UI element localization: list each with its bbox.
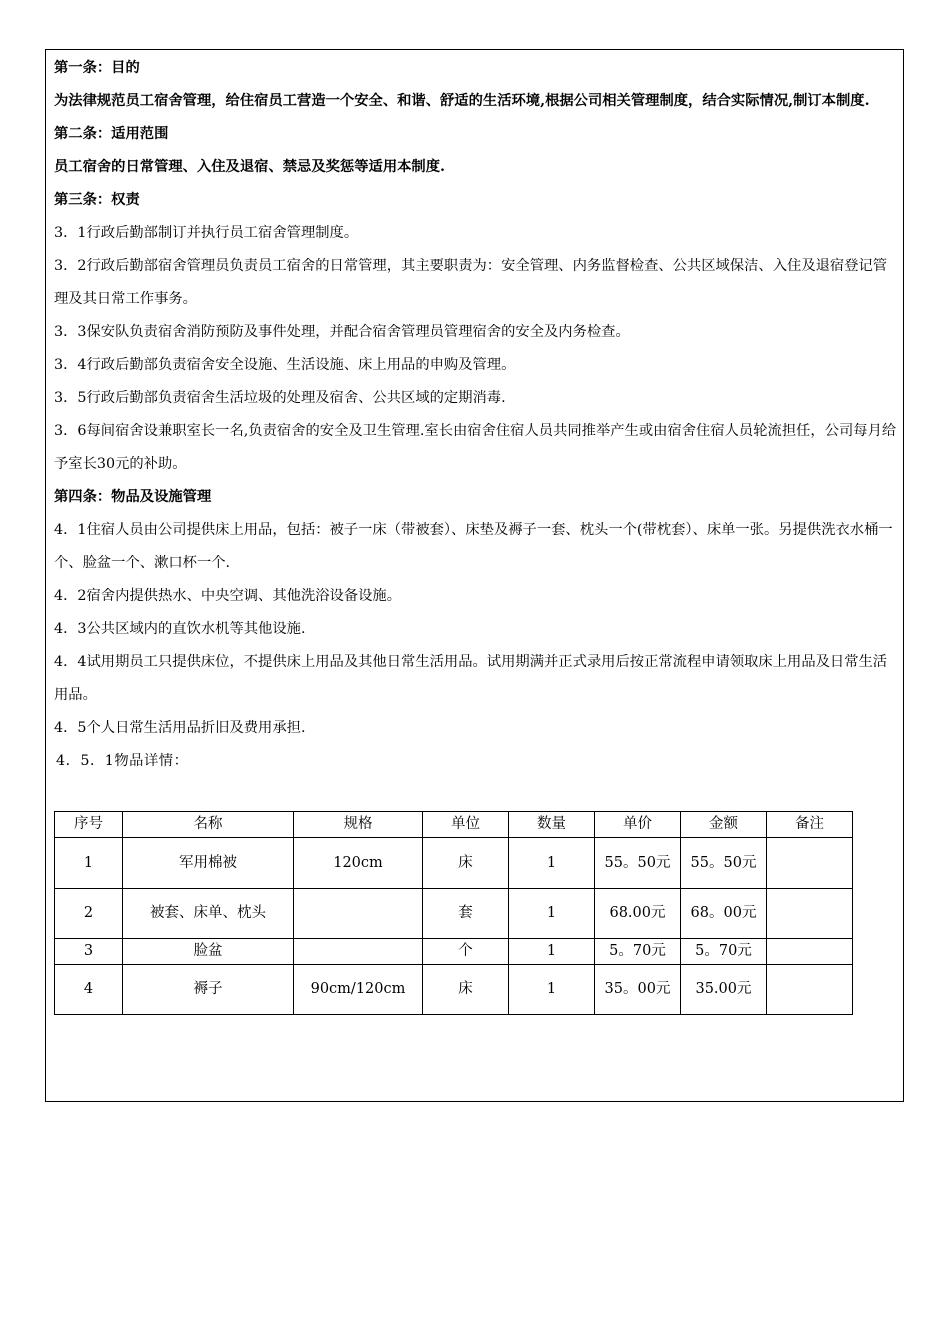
clause-3-6: 3．6每间宿舍设兼职室长一名,负责宿舍的安全及卫生管理.室长由宿舍住宿人员共同推举产生或由宿舍住宿人员轮流担任，公司每月给予室长30元的补助。	[54, 423, 897, 472]
cell-remarks	[767, 889, 853, 939]
header-spec: 规格	[294, 812, 423, 838]
cell-name: 脸盆	[123, 939, 294, 965]
table-row	[55, 889, 853, 939]
header-unit-price: 单价	[595, 812, 681, 838]
cell-amount: 35.00元	[681, 965, 767, 1015]
regulation-body	[54, 52, 900, 778]
header-remarks: 备注	[767, 812, 853, 838]
cell-spec: 90cm/120cm	[294, 965, 423, 1015]
clause-3-4: 3．4行政后勤部负责宿舍安全设施、生活设施、床上用品的申购及管理。	[54, 357, 516, 373]
cell-unit-price: 35。00元	[595, 965, 681, 1015]
table-row	[55, 838, 853, 889]
article-3-heading: 第三条：权责	[54, 192, 140, 208]
clause-4-4: 4．4试用期员工只提供床位，不提供床上用品及其他日常生活用品。试用期满并正式录用后按正常流程申请领取床上用品及日常生活用品。	[54, 654, 888, 703]
article-1-text: 为法律规范员工宿舍管理，给住宿员工营造一个安全、和谐、舒适的生活环境,根据公司相关管理制度，结合实际情况,制订本制度.	[54, 93, 870, 109]
article-2-heading: 第二条：适用范围	[54, 126, 169, 142]
cell-unit: 个	[423, 939, 509, 965]
cell-no: 2	[55, 889, 123, 939]
cell-remarks	[767, 838, 853, 889]
cell-remarks	[767, 965, 853, 1015]
header-unit: 单位	[423, 812, 509, 838]
clause-4-3: 4．3公共区域内的直饮水机等其他设施.	[54, 621, 306, 637]
cell-no: 3	[55, 939, 123, 965]
cell-spec	[294, 939, 423, 965]
article-2-text: 员工宿舍的日常管理、入住及退宿、禁忌及奖惩等适用本制度.	[54, 159, 445, 175]
cell-spec: 120cm	[294, 838, 423, 889]
cell-amount: 55。50元	[681, 838, 767, 889]
cell-no: 1	[55, 838, 123, 889]
cell-name: 褥子	[123, 965, 294, 1015]
cell-unit-price: 55。50元	[595, 838, 681, 889]
article-4-heading: 第四条：物品及设施管理	[54, 489, 212, 505]
header-name: 名称	[123, 812, 294, 838]
cell-amount: 68。00元	[681, 889, 767, 939]
cell-quantity: 1	[509, 939, 595, 965]
cell-quantity: 1	[509, 965, 595, 1015]
item-details-subheading: 4．5．1物品详情：	[56, 753, 189, 769]
table-row	[55, 939, 853, 965]
clause-3-3: 3．3保安队负责宿舍消防预防及事件处理，并配合宿舍管理员管理宿舍的安全及内务检查。	[54, 324, 630, 340]
clause-3-5: 3．5行政后勤部负责宿舍生活垃圾的处理及宿舍、公共区域的定期消毒.	[54, 390, 506, 406]
clause-4-1: 4．1住宿人员由公司提供床上用品，包括：被子一床（带被套）、床垫及褥子一套、枕头一个(带枕套）、床单一张。另提供洗衣水桶一个、脸盆一个、漱口杯一个.	[54, 522, 893, 571]
cell-spec	[294, 889, 423, 939]
cell-quantity: 1	[509, 838, 595, 889]
cell-quantity: 1	[509, 889, 595, 939]
clause-4-2: 4．2宿舍内提供热水、中央空调、其他洗浴设备设施。	[54, 588, 402, 604]
cell-remarks	[767, 939, 853, 965]
clause-3-2: 3．2行政后勤部宿舍管理员负责员工宿舍的日常管理，其主要职责为：安全管理、内务监督检查、公共区域保洁、入住及退宿登记管理及其日常工作事务。	[54, 258, 888, 307]
items-table	[54, 811, 853, 1015]
cell-name: 军用棉被	[123, 838, 294, 889]
cell-unit-price: 68.00元	[595, 889, 681, 939]
cell-unit: 床	[423, 965, 509, 1015]
cell-unit: 床	[423, 838, 509, 889]
article-1-heading: 第一条：目的	[54, 60, 140, 76]
cell-unit: 套	[423, 889, 509, 939]
clause-3-1: 3．1行政后勤部制订并执行员工宿舍管理制度。	[54, 225, 359, 241]
table-header-row	[55, 812, 853, 838]
cell-name: 被套、床单、枕头	[123, 889, 294, 939]
cell-unit-price: 5。70元	[595, 939, 681, 965]
table-row	[55, 965, 853, 1015]
header-amount: 金额	[681, 812, 767, 838]
header-no: 序号	[55, 812, 123, 838]
cell-amount: 5。70元	[681, 939, 767, 965]
clause-4-5: 4．5个人日常生活用品折旧及费用承担.	[54, 720, 306, 736]
header-quantity: 数量	[509, 812, 595, 838]
cell-no: 4	[55, 965, 123, 1015]
